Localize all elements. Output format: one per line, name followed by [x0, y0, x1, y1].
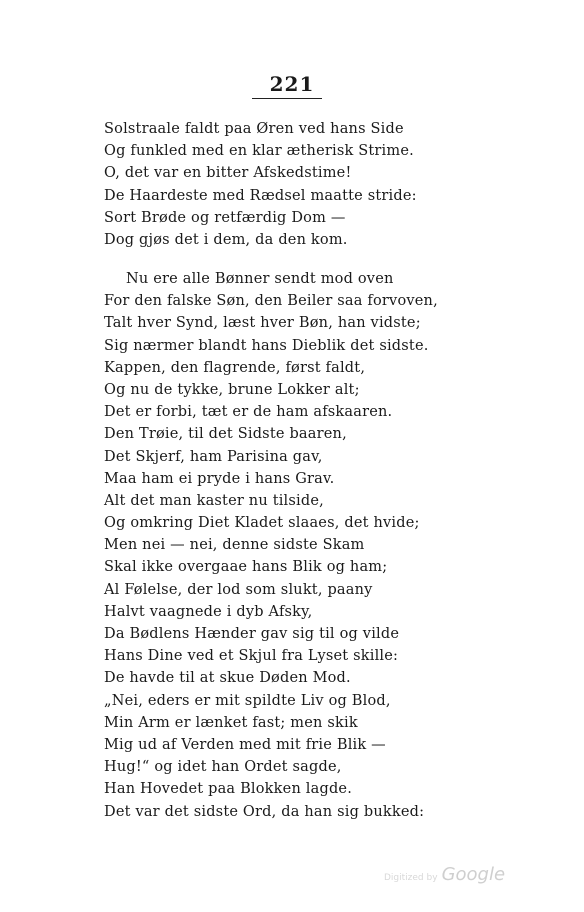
verse-line: Min Arm er lænket fast; men skik: [104, 714, 358, 731]
verse-line: Mig ud af Verden med mit frie Blik —: [104, 736, 386, 753]
verse-line: Al Følelse, der lod som slukt, paany: [104, 581, 373, 598]
verse-line: Han Hovedet paa Blokken lagde.: [104, 781, 353, 798]
verse-line: Det var det sidste Ord, da han sig bukked:: [104, 803, 425, 820]
verse-line: Men nei — nei, denne sidste Skam: [104, 537, 365, 554]
verse-line: „Nei, eders er mit spildte Liv og Blod,: [104, 692, 391, 709]
verse-line: Nu ere alle Bønner sendt mod oven: [126, 271, 394, 287]
verse-line: Sort Brøde og retfærdig Dom —: [104, 209, 346, 226]
verse-line: Maa ham ei pryde i hans Grav.: [104, 470, 335, 487]
verse-line: Solstraale faldt paa Øren ved hans Side: [104, 121, 404, 137]
page-number: 221: [269, 72, 315, 96]
verse-line: Hans Dine ved et Skjul fra Lyset skille:: [104, 648, 399, 665]
digitized-watermark: [384, 864, 505, 885]
verse-line: Hug!“ og idet han Ordet sagde,: [104, 759, 342, 776]
verse-line: For den falske Søn, den Beiler saa forvoven,: [104, 293, 438, 310]
verse-line: Den Trøie, til det Sidste baaren,: [104, 426, 347, 443]
verse-line: Talt hver Synd, læst hver Bøn, han vidste;: [104, 315, 421, 332]
watermark-prefix: Digitized by: [384, 873, 438, 883]
stanza-2: [104, 268, 438, 823]
stanza-1: [104, 118, 417, 251]
verse-line: Og funkled med en klar ætherisk Strime.: [104, 143, 414, 160]
verse-line: Og nu de tykke, brune Lokker alt;: [104, 381, 360, 398]
verse-line: Skal ikke overgaae hans Blik og ham;: [104, 559, 388, 576]
verse-line: Kappen, den flagrende, først faldt,: [104, 359, 366, 376]
verse-line: O, det var en bitter Afskedstime!: [104, 165, 352, 182]
watermark-brand: Google: [441, 864, 506, 885]
verse-line: De Haardeste med Rædsel maatte stride:: [104, 187, 417, 204]
verse-line: Sig nærmer blandt hans Dieblik det sidste.: [104, 337, 429, 354]
page-number-rule: [252, 98, 322, 99]
verse-line: Halvt vaagnede i dyb Afsky,: [104, 603, 313, 620]
verse-line: Og omkring Diet Kladet slaaes, det hvide;: [104, 515, 420, 532]
verse-line: Det er forbi, tæt er de ham afskaaren.: [104, 404, 393, 421]
verse-line: Dog gjøs det i dem, da den kom.: [104, 231, 348, 248]
verse-line: De havde til at skue Døden Mod.: [104, 670, 351, 687]
verse-line: Da Bødlens Hænder gav sig til og vilde: [104, 626, 400, 642]
verse-line: Det Skjerf, ham Parisina gav,: [104, 448, 323, 465]
verse-line: Alt det man kaster nu tilside,: [104, 492, 324, 509]
